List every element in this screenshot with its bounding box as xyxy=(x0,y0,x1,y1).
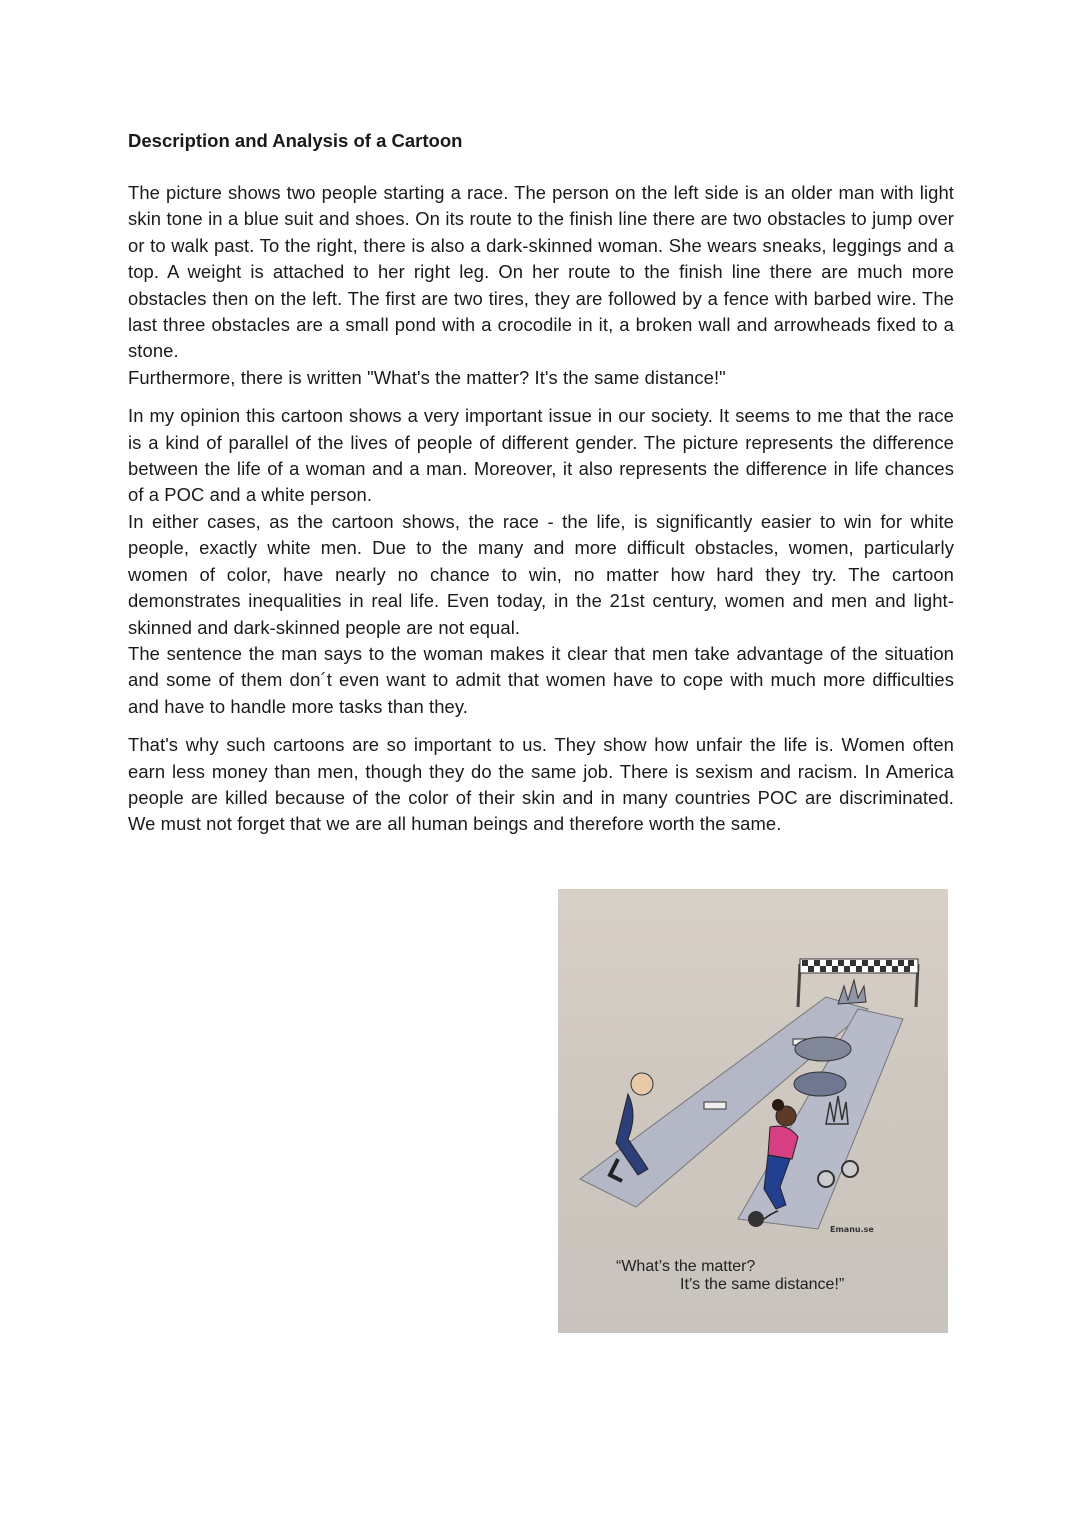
paragraph-opinion: In my opinion this cartoon shows a very important issue in our society. It seems to me that the race is a kind of parallel of the lives of people of different gender. The picture represents the difference between the life of a woman and a man. Moreover, it also represents the difference in life chances of a POC and a white person. xyxy=(128,405,954,506)
document-title: Description and Analysis of a Cartoon xyxy=(128,130,463,151)
paragraph-sentence: The sentence the man says to the woman makes it clear that men take advantage of the situation and some of them don´t even want to admit that women have to cope with much more difficulties and have to handle more tasks than they. xyxy=(128,642,954,717)
cartoon-caption-line1: “What’s the matter? xyxy=(616,1258,756,1275)
cartoon-caption-line2: It’s the same distance!” xyxy=(680,1276,845,1293)
paragraph-analysis: In either cases, as the cartoon shows, the race - the life, is significantly easier to win for white people, exactly white men. Due to the many and more difficult obstacles, women, particularly women of color, have nearly no chance to win, no matter how hard they try. The cartoon demonstrates inequalities in real life. Even today, in the 21st century, women and men and light-skinned and dark-skinned people are not equal. xyxy=(128,510,954,638)
cartoon-signature: Emanu.se xyxy=(830,1225,874,1234)
cartoon-image xyxy=(558,889,948,1333)
document-body xyxy=(128,128,954,838)
paragraph-conclusion: That's why such cartoons are so important to us. They show how unfair the life is. Women often earn less money than men, though they do the same job. There is sexism and racism. In America people are killed because of the color of their skin and in many countries POC are discriminated. We must not forget that we are all human beings and therefore worth the same. xyxy=(128,734,954,835)
paragraph-description: The picture shows two people starting a race. The person on the left side is an older man with light skin tone in a blue suit and shoes. On its route to the finish line there are two obstacles to jump over or to walk past. To the right, there is also a dark-skinned woman. She wears sneaks, leggings and a top. A weight is attached to her right leg. On her route to the finish line there are much more obstacles then on the left. The first are two tires, they are followed by a fence with barbed wire. The last three obstacles are a small pond with a crocodile in it, a broken wall and arrowheads fixed to a stone. xyxy=(128,182,954,362)
paragraph-quote: Furthermore, there is written "What's the matter? It's the same distance!" xyxy=(128,366,726,388)
